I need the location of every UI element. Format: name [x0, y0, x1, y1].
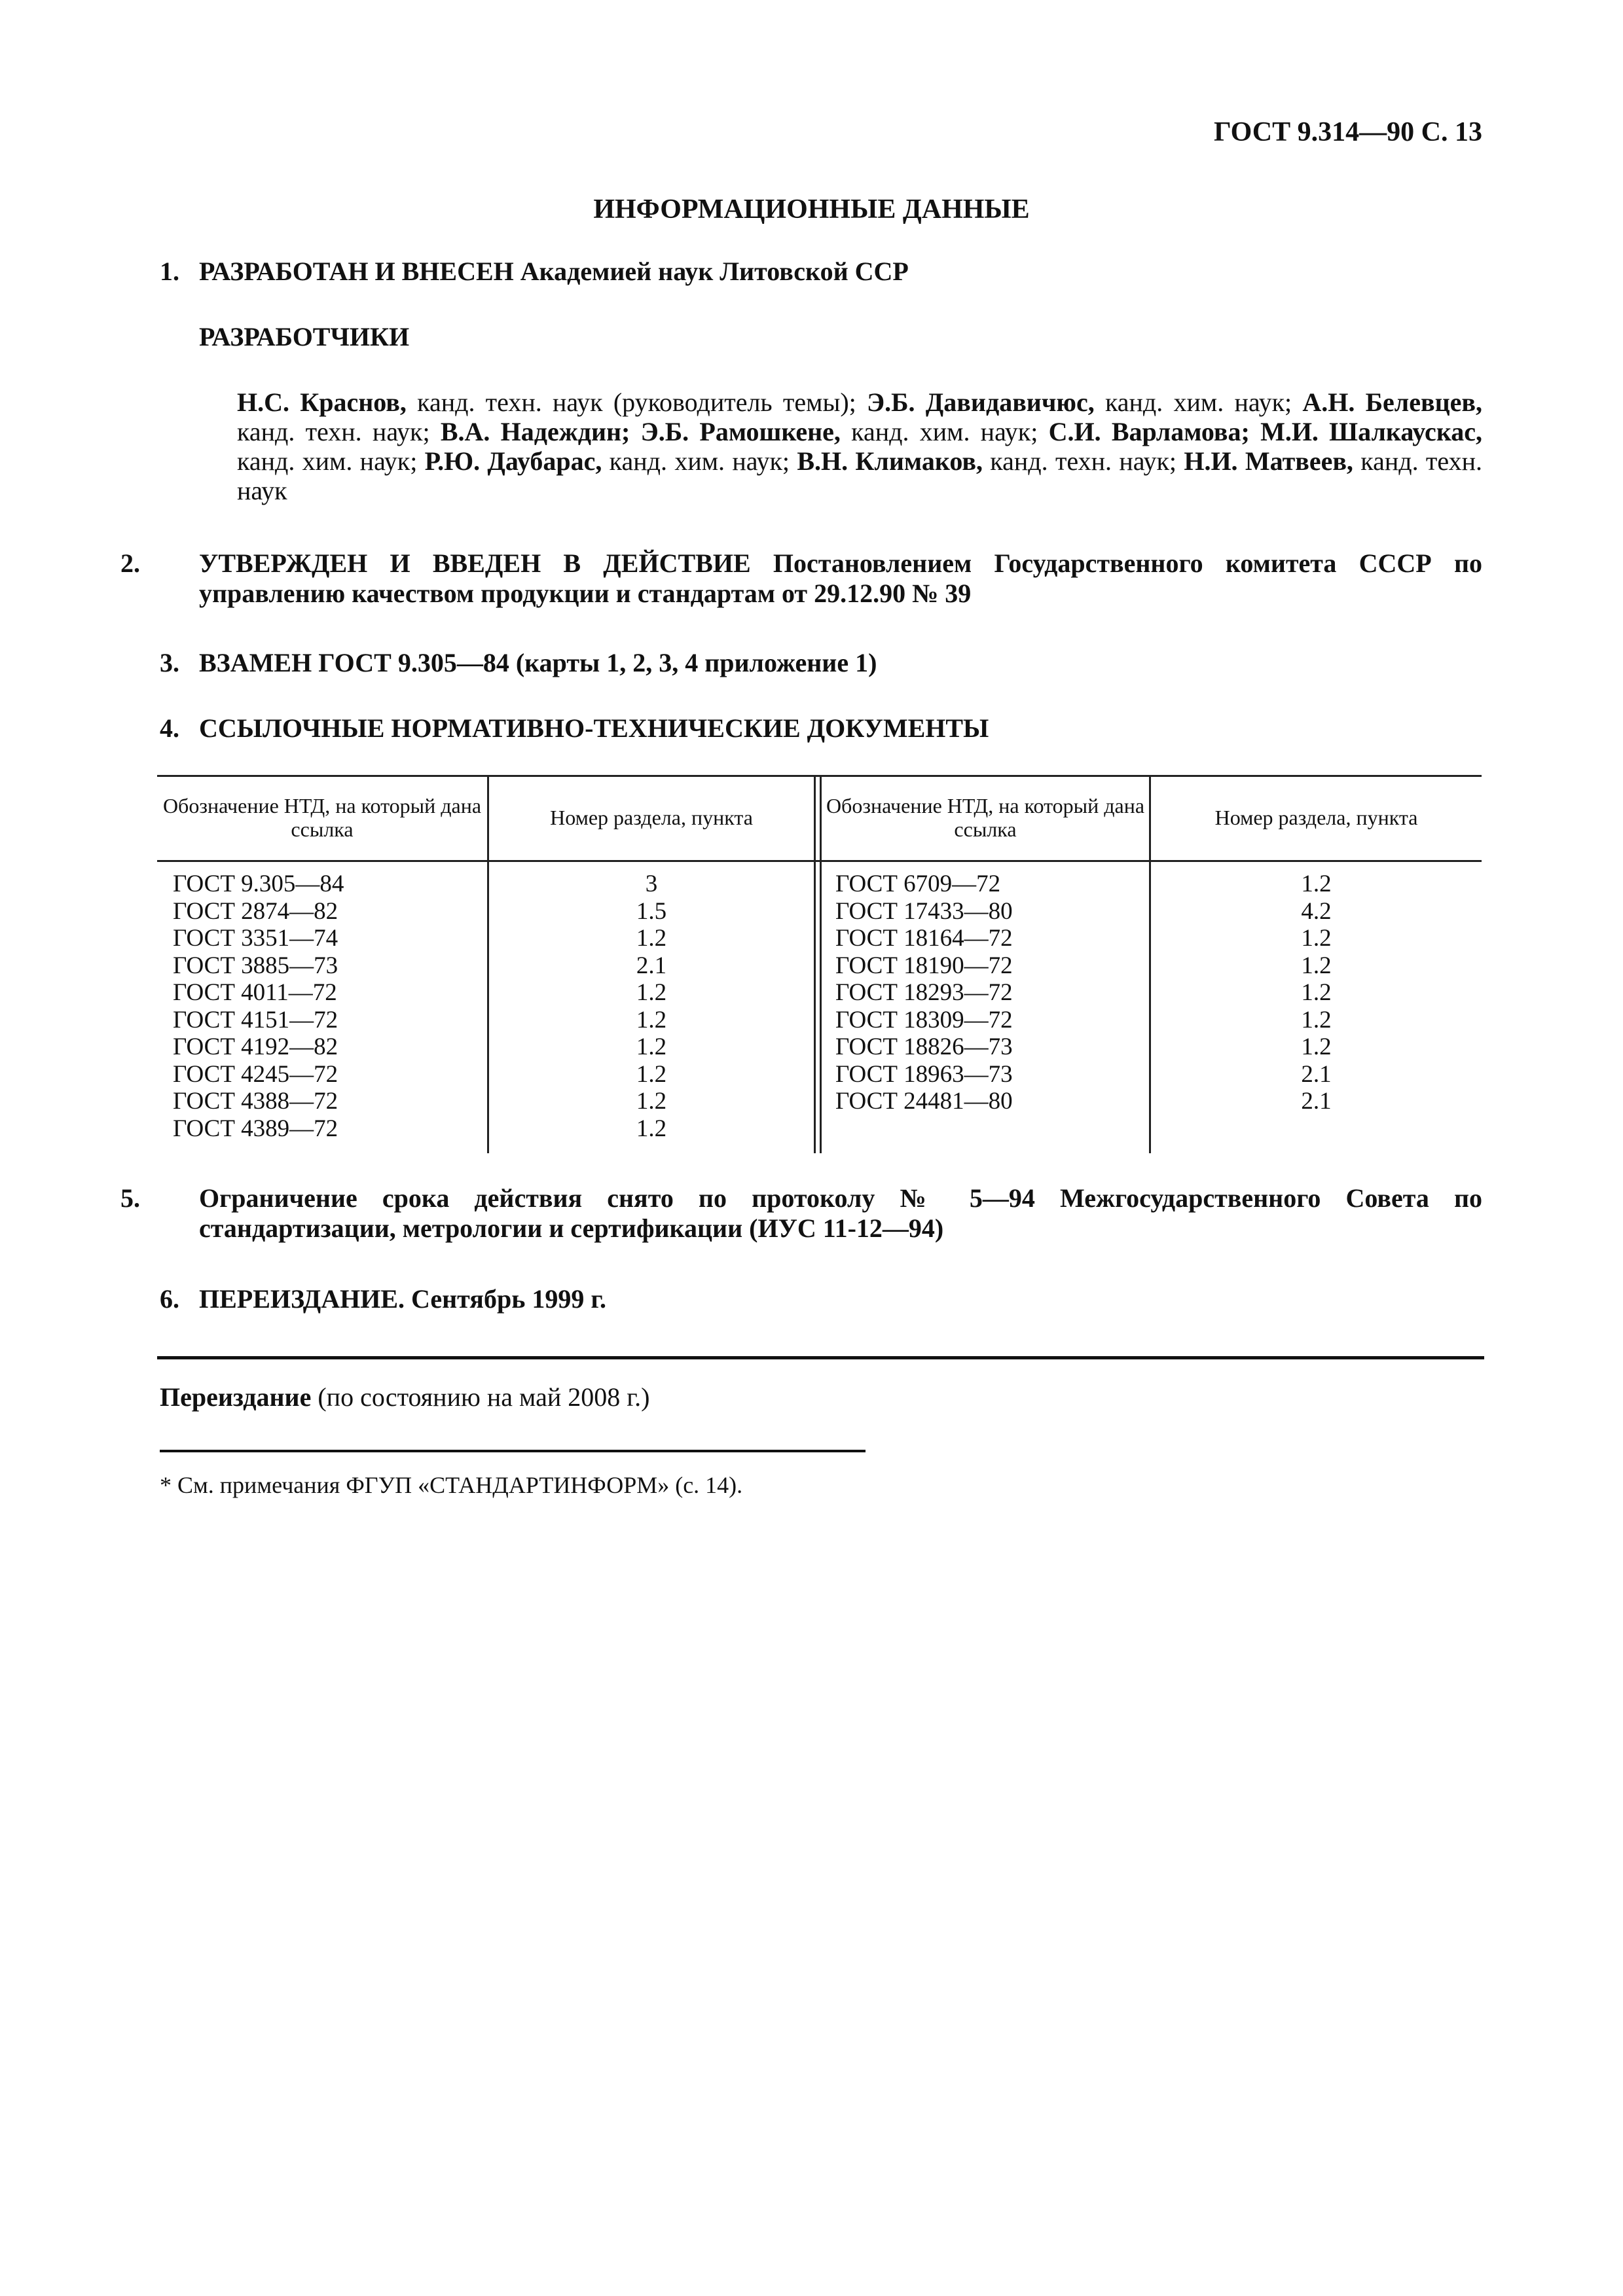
table-cell-section: 2.1: [1301, 1060, 1332, 1088]
table-header-cell: Обозначение НТД, на который дана ссылка: [162, 794, 482, 841]
table-cell-doc: ГОСТ 3351—74: [173, 925, 338, 952]
developer-degree: канд. техн. наук: [237, 446, 1482, 505]
item-6: [160, 1284, 1482, 1314]
table-cell-doc: ГОСТ 9.305—84: [173, 870, 344, 897]
developer-name: В.А. Надеждин; Э.Б. Рамошкене,: [440, 417, 841, 446]
table-double-divider: [814, 775, 816, 1153]
item-2: [120, 548, 1483, 609]
table-cell-doc: ГОСТ 4192—82: [173, 1033, 338, 1060]
table-cell-doc: ГОСТ 17433—80: [835, 897, 1013, 925]
table-column-left-docs: [173, 870, 481, 1142]
item-lead: УТВЕРЖДЕН И ВВЕДЕН В ДЕЙСТВИЕ: [199, 548, 751, 578]
item-text: ВЗАМЕН ГОСТ 9.305—84 (карты 1, 2, 3, 4 приложение 1): [199, 648, 877, 677]
page-header: ГОСТ 9.314—90 С. 13: [1213, 117, 1482, 147]
table-cell-doc: ГОСТ 18826—73: [835, 1033, 1013, 1060]
table-header-cell: Обозначение НТД, на который дана ссылка: [826, 794, 1145, 841]
table-cell-section: 1.2: [1301, 870, 1332, 897]
developer-degree: канд. техн. наук;: [237, 417, 441, 446]
table-cell-section: 1.5: [636, 897, 667, 925]
reissue-text: (по состоянию на май 2008 г.): [311, 1382, 650, 1412]
developer-degree: канд. техн. наук (руководитель темы);: [406, 387, 867, 417]
developer-degree: канд. хим. наук;: [840, 417, 1049, 446]
item-number: 3.: [160, 648, 179, 677]
section-divider: [157, 1356, 1484, 1359]
developer-degree: канд. хим. наук;: [602, 446, 797, 476]
page-title: ИНФОРМАЦИОННЫЕ ДАННЫЕ: [593, 194, 1030, 224]
reference-table: [157, 775, 1482, 1153]
table-column-right-docs: [835, 870, 1143, 1115]
item-5: [120, 1183, 1482, 1244]
table-cell-section: 1.2: [636, 979, 667, 1006]
table-cell-doc: ГОСТ 6709—72: [835, 870, 1001, 897]
table-cell-section: 1.2: [636, 1115, 667, 1142]
developer-name: Э.Б. Давидавичюс,: [866, 387, 1095, 417]
item-text: Ограничение срока действия снято по протоколу № 5—94 Межгосударственного Совета по стандартизации, метрологии и сертификации (ИУС 11-12—94): [199, 1183, 1482, 1243]
developer-degree: канд. техн. наук;: [983, 446, 1184, 476]
item-1: [160, 257, 1482, 287]
table-cell-section: 1.2: [1301, 952, 1332, 979]
item-text: Академией наук Литовской ССР: [520, 257, 909, 286]
item-number: 2.: [120, 548, 140, 578]
table-cell-doc: ГОСТ 18293—72: [835, 979, 1013, 1006]
table-cell-doc: ГОСТ 18309—72: [835, 1006, 1013, 1033]
developers-heading: РАЗРАБОТЧИКИ: [199, 322, 410, 351]
item-number: 4.: [160, 713, 179, 743]
developer-name: Н.И. Матвеев,: [1184, 446, 1353, 476]
item-lead: РАЗРАБОТАН И ВНЕСЕН: [199, 257, 514, 286]
table-cell-doc: ГОСТ 4389—72: [173, 1115, 338, 1142]
table-cell-doc: ГОСТ 4011—72: [173, 979, 337, 1006]
table-cell-section: 1.2: [1301, 1033, 1332, 1060]
reissue-lead: Переиздание: [160, 1382, 312, 1412]
table-cell-doc: ГОСТ 18164—72: [835, 925, 1013, 952]
table-cell-section: 3: [645, 870, 658, 897]
reissue-note: [160, 1382, 649, 1412]
table-cell-section: 1.2: [1301, 925, 1332, 952]
table-cell-doc: ГОСТ 3885—73: [173, 952, 338, 979]
item-text: ССЫЛОЧНЫЕ НОРМАТИВНО-ТЕХНИЧЕСКИЕ ДОКУМЕНТЫ: [199, 713, 989, 743]
developer-degree: канд. хим. наук;: [1094, 387, 1303, 417]
table-cell-section: 4.2: [1301, 897, 1332, 925]
table-header-cell: Номер раздела, пункта: [550, 806, 753, 829]
table-cell-section: 1.2: [1301, 979, 1332, 1006]
developer-name: С.И. Варламова; М.И. Шалкаускас,: [1048, 417, 1483, 446]
item-text: ПЕРЕИЗДАНИЕ. Сентябрь 1999 г.: [199, 1284, 606, 1314]
table-cell-doc: ГОСТ 18963—73: [835, 1060, 1013, 1088]
table-cell-doc: ГОСТ 4388—72: [173, 1088, 338, 1115]
footnote-divider: [160, 1450, 866, 1452]
developer-name: А.Н. Белевцев,: [1302, 387, 1483, 417]
developer-degree: канд. хим. наук;: [237, 446, 425, 476]
table-cell-section: 1.2: [636, 1060, 667, 1088]
table-cell-doc: ГОСТ 24481—80: [835, 1088, 1013, 1115]
footnote: * См. примечания ФГУП «СТАНДАРТИНФОРМ» (с. 14).: [160, 1472, 743, 1498]
table-header-cell: Номер раздела, пункта: [1214, 806, 1418, 829]
developer-name: В.Н. Климаков,: [797, 446, 983, 476]
item-3: [160, 648, 1482, 678]
table-cell-section: 2.1: [1301, 1088, 1332, 1115]
table-cell-section: 1.2: [1301, 1006, 1332, 1033]
item-number: 6.: [160, 1284, 179, 1314]
developer-name: Н.С. Краснов,: [237, 387, 407, 417]
item-number: 1.: [160, 257, 179, 286]
table-cell-doc: ГОСТ 4151—72: [173, 1006, 338, 1033]
table-cell-section: 1.2: [636, 1006, 667, 1033]
table-column-right-sections: [1151, 870, 1482, 1115]
item-4: [160, 713, 1482, 744]
developers-list: [237, 387, 1482, 505]
developer-name: Р.Ю. Даубарас,: [424, 446, 602, 476]
item-text: Постановлением Государственного комитета СССР по управлению качеством продукции и стандартам от 29.12.90 № 39: [199, 548, 1483, 608]
item-number: 5.: [120, 1183, 140, 1213]
table-cell-doc: ГОСТ 2874—82: [173, 897, 338, 925]
table-column-left-sections: [489, 870, 814, 1142]
table-cell-section: 1.2: [636, 1033, 667, 1060]
table-cell-doc: ГОСТ 18190—72: [835, 952, 1013, 979]
table-cell-doc: ГОСТ 4245—72: [173, 1060, 338, 1088]
table-cell-section: 2.1: [636, 952, 667, 979]
table-cell-section: 1.2: [636, 925, 667, 952]
table-cell-section: 1.2: [636, 1088, 667, 1115]
